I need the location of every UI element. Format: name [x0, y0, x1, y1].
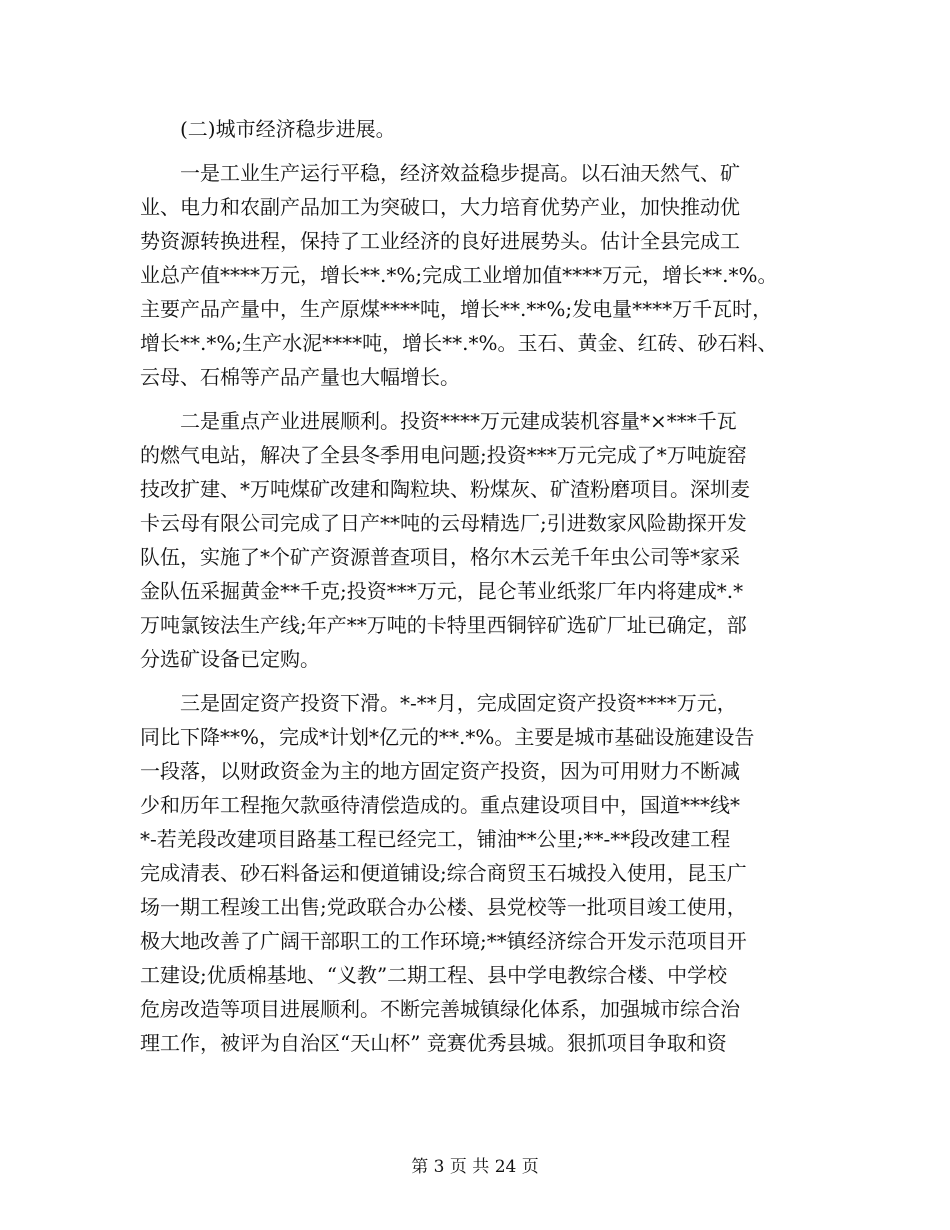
paragraph-line: 队伍，实施了*个矿产资源普查项目，格尔木云羌千年虫公司等*家采	[140, 545, 740, 569]
document-body	[140, 112, 820, 1060]
paragraph-line: 卡云母有限公司完成了日产**吨的云母精选厂;引进数家风险勘探开发	[140, 511, 747, 535]
paragraph-line: 技改扩建、*万吨煤矿改建和陶粒块、粉煤灰、矿渣粉磨项目。深圳麦	[140, 477, 750, 501]
paragraph-line: 理工作，被评为自治区“天山杯” 竞赛优秀县城。狠抓项目争取和资	[140, 1031, 727, 1055]
paragraph-line: 的燃气电站，解决了全县冬季用电问题;投资***万元完成了*万吨旋窑	[140, 443, 747, 467]
paragraph-line: 业总产值****万元，增长**.*%;完成工业增加值****万元，增长**.*%。	[140, 263, 778, 287]
paragraph-line: 极大地改善了广阔干部职工的工作环境;**镇经济综合开发示范项目开	[140, 929, 747, 953]
paragraph-line: 完成清表、砂石料备运和便道铺设;综合商贸玉石城投入使用，昆玉广	[140, 861, 747, 885]
paragraph-line: 万吨氯铵法生产线;年产**万吨的卡特里西铜锌矿选矿厂址已确定，部	[140, 613, 747, 637]
paragraph-line: 少和历年工程拖欠款亟待清偿造成的。重点建设项目中，国道***线*	[140, 793, 740, 817]
paragraph-line: 分选矿设备已定购。	[140, 647, 320, 671]
paragraph-line: 金队伍采掘黄金**千克;投资***万元，昆仑苇业纸浆厂年内将建成*.*	[140, 579, 744, 603]
paragraph-line: 业、电力和农副产品加工为突破口，大力培育优势产业，加快推动优	[140, 195, 740, 219]
paragraph-line: 一段落，以财政资金为主的地方固定资产投资，因为可用财力不断减	[140, 759, 740, 783]
paragraph-line: *-若羌段改建项目路基工程已经完工，铺油**公里;**-**段改建工程	[140, 827, 731, 851]
paragraph-line: 工建设;优质棉基地、“义教”二期工程、县中学电教综合楼、中学校	[140, 963, 728, 987]
paragraph-line: 同比下降**%，完成*计划*亿元的**.*%。主要是城市基础设施建设告	[140, 725, 755, 749]
paragraph-fixed-assets	[140, 686, 820, 1060]
paragraph-line: 增长**.*%;生产水泥****吨，增长**.*%。玉石、黄金、红砖、砂石料、	[140, 331, 778, 355]
paragraph-line: 云母、石棉等产品产量也大幅增长。	[140, 365, 460, 389]
paragraph-line: 三是固定资产投资下滑。*-**月，完成固定资产投资****万元，	[180, 691, 737, 715]
paragraph-line: 势资源转换进程，保持了工业经济的良好进展势头。估计全县完成工	[140, 229, 740, 253]
paragraph-line: 二是重点产业进展顺利。投资****万元建成装机容量*×***千瓦	[180, 409, 737, 433]
section-heading: (二)城市经济稳步进展。	[180, 117, 396, 141]
paragraph-line: 主要产品产量中，生产原煤****吨，增长**.**%;发电量****万千瓦时，	[140, 297, 773, 321]
paragraph-line: 危房改造等项目进展顺利。不断完善城镇绿化体系，加强城市综合治	[140, 997, 740, 1021]
paragraph-line: 一是工业生产运行平稳，经济效益稳步提高。以石油天然气、矿	[180, 161, 740, 185]
paragraph-industry	[140, 156, 820, 394]
page-number-footer: 第 3 页 共 24 页	[411, 1157, 539, 1177]
paragraph-line: 场一期工程竣工出售;党政联合办公楼、县党校等一批项目竣工使用，	[140, 895, 747, 919]
paragraph-key-industries	[140, 404, 820, 676]
